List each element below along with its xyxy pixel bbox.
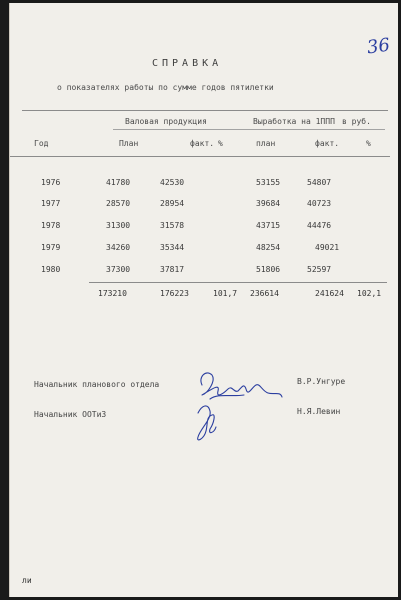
- col-year: Год: [34, 139, 49, 148]
- margin-mark: ли: [22, 576, 32, 585]
- totals-rule: [89, 282, 387, 283]
- signatory-name: В.Р.Унгуре: [297, 377, 346, 386]
- cell-plan-2: 48254: [256, 243, 281, 252]
- handwritten-signature: [188, 363, 288, 453]
- cell-plan-1: 28570: [106, 199, 131, 208]
- cell-fact-2: 44476: [307, 221, 332, 230]
- header-output-per-worker: Выработка на 1ППП: [253, 117, 335, 126]
- col-pct-2: %: [366, 139, 371, 148]
- cell-fact-2: 49021: [315, 243, 340, 252]
- cell-year: 1980: [41, 265, 61, 274]
- col-fact-1: факт.: [190, 139, 215, 148]
- header-unit: в руб.: [342, 117, 371, 126]
- cell-plan-2: 51806: [256, 265, 281, 274]
- cell-year: 1979: [41, 243, 61, 252]
- cell-plan-1: 31300: [106, 221, 131, 230]
- cell-plan-1: 34260: [106, 243, 131, 252]
- cell-plan-1: 37300: [106, 265, 131, 274]
- cell-fact-1: 31578: [160, 221, 185, 230]
- signatory-role: Начальник планового отдела: [34, 380, 160, 389]
- col-pct-1: %: [218, 139, 223, 148]
- page-number: 36: [365, 34, 392, 59]
- cell-fact-2: 52597: [307, 265, 332, 274]
- total-plan-2: 236614: [250, 289, 279, 298]
- document-title: СПРАВКА: [152, 58, 223, 69]
- cell-year: 1977: [41, 199, 61, 208]
- total-plan-1: 173210: [98, 289, 127, 298]
- col-fact-2: факт.: [315, 139, 340, 148]
- col-plan-2: план: [256, 139, 276, 148]
- cell-fact-1: 28954: [160, 199, 185, 208]
- cell-fact-1: 35344: [160, 243, 185, 252]
- cell-year: 1978: [41, 221, 61, 230]
- cell-plan-1: 41780: [106, 178, 131, 187]
- total-pct-1: 101,7: [213, 289, 238, 298]
- signatory-name: Н.Я.Левин: [297, 407, 341, 416]
- total-pct-2: 102,1: [357, 289, 382, 298]
- cell-fact-1: 42530: [160, 178, 185, 187]
- cell-year: 1976: [41, 178, 61, 187]
- header-gross-output: Валовая продукция: [125, 117, 207, 126]
- table-top-rule: [22, 110, 388, 111]
- document-subtitle: о показателях работы по сумме годов пятилетки: [57, 83, 274, 92]
- cell-plan-2: 39684: [256, 199, 281, 208]
- col-plan-1: План: [119, 139, 139, 148]
- cell-plan-2: 53155: [256, 178, 281, 187]
- cell-fact-2: 54807: [307, 178, 332, 187]
- group-header-rule: [113, 129, 385, 130]
- total-fact-1: 176223: [160, 289, 189, 298]
- document-page: [9, 3, 398, 597]
- cell-fact-2: 40723: [307, 199, 332, 208]
- cell-fact-1: 37817: [160, 265, 185, 274]
- header-bottom-rule: [10, 156, 390, 157]
- total-fact-2: 241624: [315, 289, 344, 298]
- cell-plan-2: 43715: [256, 221, 281, 230]
- signatory-role: Начальник ООТиЗ: [34, 410, 107, 419]
